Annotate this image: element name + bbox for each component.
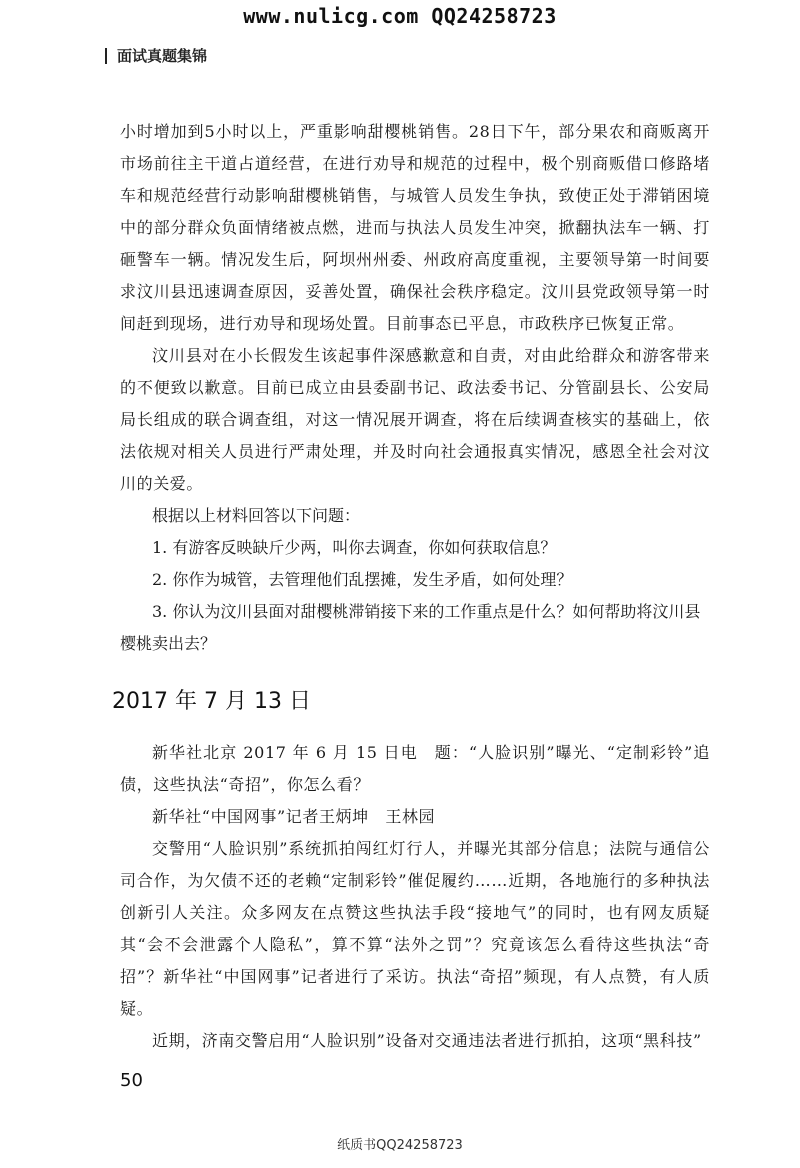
paragraph: 近期，济南交警启用“人脸识别”设备对交通违法者进行抓拍，这项“黑科技”	[152, 1031, 702, 1050]
section-heading-date: 2017 年 7 月 13 日	[112, 689, 311, 714]
question-item: 3. 你认为汶川县面对甜樱桃滞销接下来的工作重点是什么？如何帮助将汶川县樱桃卖出去？	[120, 602, 701, 653]
paragraph: 小时增加到5小时以上，严重影响甜樱桃销售。28日下午，部分果农和商贩离开市场前往主干道占道经营，在进行劝导和规范的过程中，极个别商贩借口修路堵车和规范经营行动影响甜樱桃销售，与城管人员发生争执，致使正处于滞销困境中的部分群众负面情绪被点燃，进而与执法人员发生冲突，掀翻执法车一辆、打砸警车一辆。情况发生后，阿坝州州委、州政府高度重视，主要领导第一时间要求汶川县迅速调查原因，妥善处置，确保社会秩序稳定。汶川县党政领导第一时间赶到现场，进行劝导和现场处置。目前事态已平息，市政秩序已恢复正常。	[120, 122, 710, 333]
paragraph: 交警用“人脸识别”系统抓拍闯红灯行人，并曝光其部分信息；法院与通信公司合作，为欠债不还的老赖“定制彩铃”催促履约……近期，各地施行的多种执法创新引人关注。众多网友在点赞这些执法手段“接地气”的同时，也有网友质疑其“会不会泄露个人隐私”，算不算“法外之罚”？究竟该怎么看待这些执法“奇招”？新华社“中国网事”记者进行了采访。执法“奇招”频现，有人点赞，有人质疑。	[120, 839, 710, 1018]
paragraph: 新华社北京 2017 年 6 月 15 日电 题：“人脸识别”曝光、“定制彩铃”追债，这些执法“奇招”，你怎么看？	[120, 743, 710, 794]
question-item: 2. 你作为城管，去管理他们乱摆摊，发生矛盾，如何处理？	[152, 570, 573, 589]
page-number: 50	[120, 1070, 143, 1091]
page-body	[112, 116, 710, 1057]
footer-watermark: 纸质书QQ24258723	[337, 1138, 463, 1153]
byline: 新华社“中国网事”记者王炳坤 王林园	[152, 807, 436, 826]
paragraph: 汶川县对在小长假发生该起事件深感歉意和自责，对由此给群众和游客带来的不便致以歉意。目前已成立由县委副书记、政法委书记、分管副县长、公安局局长组成的联合调查组，对这一情况展开调查，将在后续调查核实的基础上，依法依规对相关人员进行严肃处理，并及时向社会通报真实情况，感恩全社会对汶川的关爱。	[120, 346, 710, 493]
question-item: 1. 有游客反映缺斤少两，叫你去调查，你如何获取信息？	[152, 538, 557, 557]
running-head: 面试真题集锦	[105, 48, 207, 64]
header-watermark: www.nulicg.com QQ24258723	[243, 4, 557, 28]
question-intro: 根据以上材料回答以下问题：	[152, 506, 361, 525]
